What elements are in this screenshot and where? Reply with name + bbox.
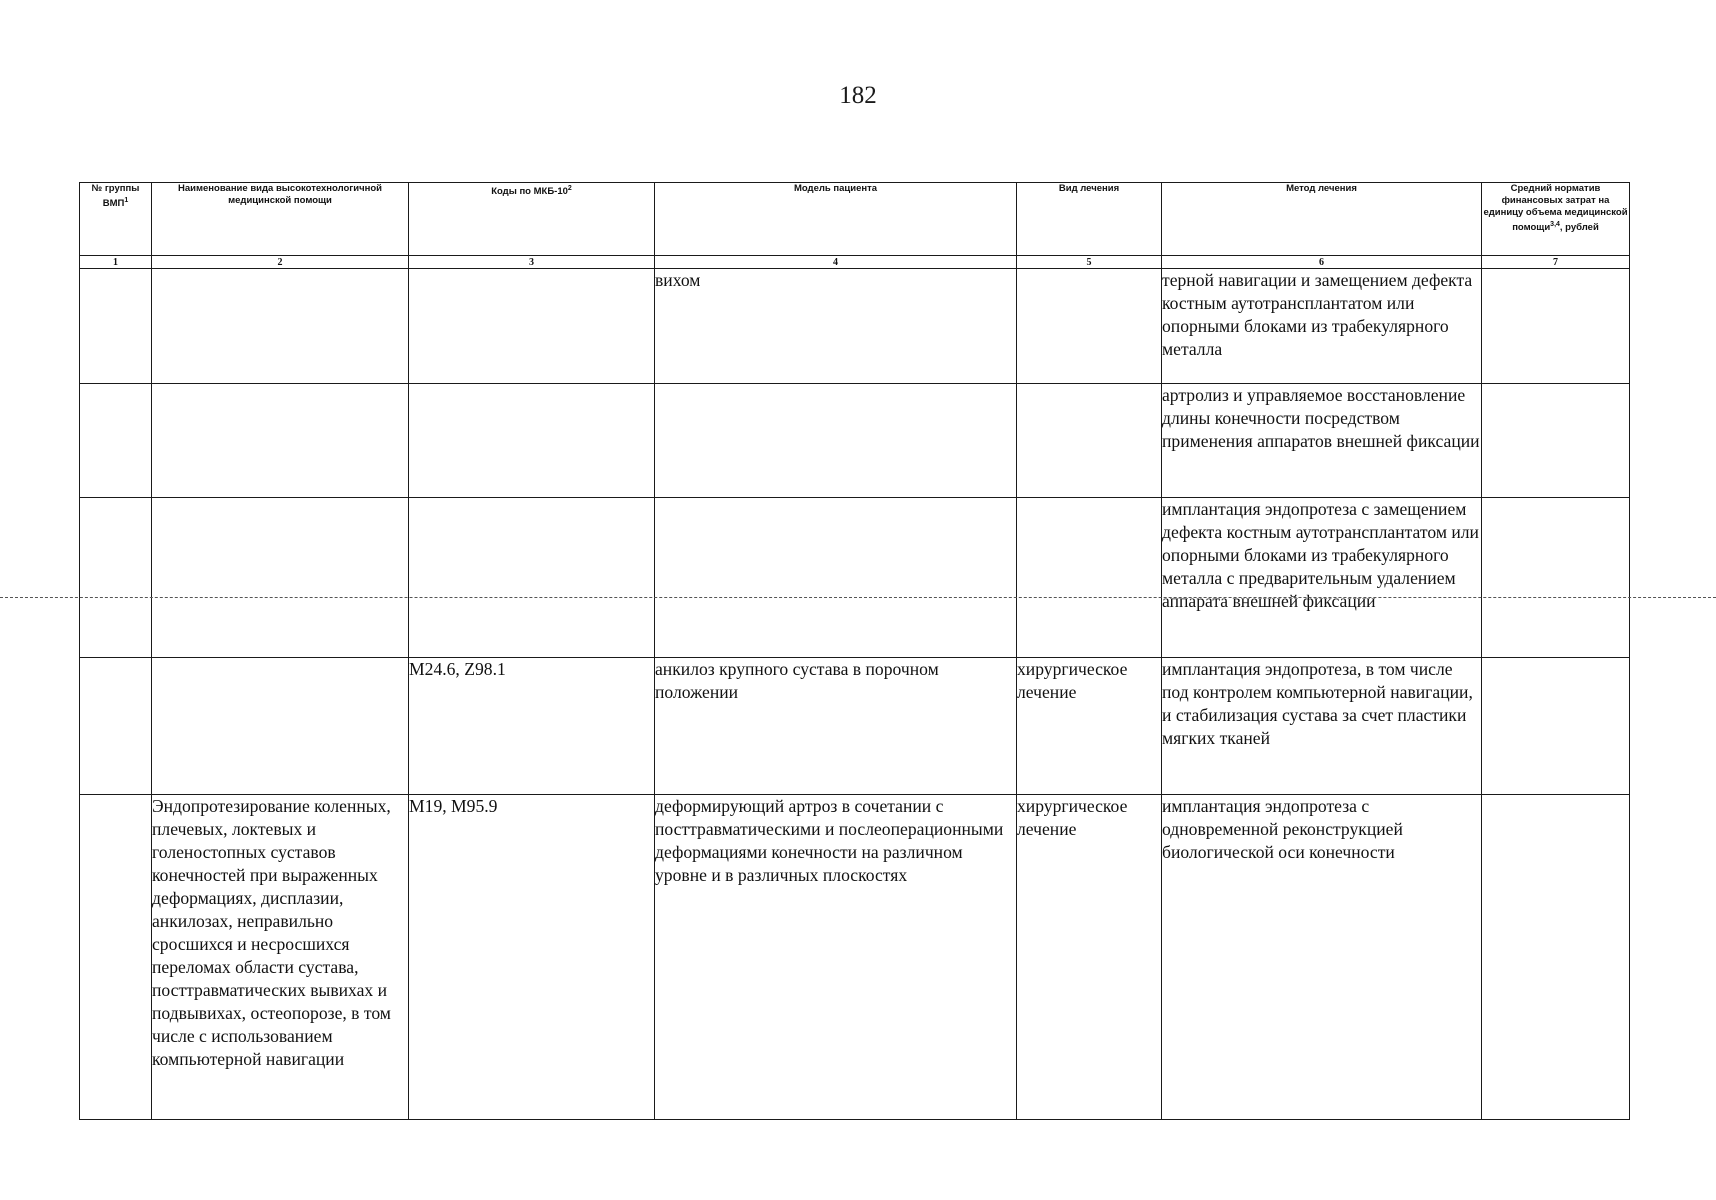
cell-model <box>655 498 1017 658</box>
cell-model: деформирующий артроз в сочетании с посттравматическими и послеоперационными деформациями конечности на различном уровне и в различных плоскостях <box>655 795 1017 1120</box>
column-number: 4 <box>655 256 1017 269</box>
cell-codes <box>409 498 655 658</box>
cell-care-type <box>152 658 409 795</box>
column-number: 7 <box>1482 256 1630 269</box>
scan-fold-line <box>0 597 1716 598</box>
cell-cost <box>1482 269 1630 384</box>
cell-treatment: хирургическое лечение <box>1017 795 1162 1120</box>
cell-codes <box>409 269 655 384</box>
table-row <box>80 269 1630 384</box>
cell-model: вихом <box>655 269 1017 384</box>
header-row <box>80 183 1630 256</box>
column-number: 3 <box>409 256 655 269</box>
column-number: 5 <box>1017 256 1162 269</box>
cell-method: имплантация эндопротеза с одновременной реконструкцией биологической оси конечности <box>1162 795 1482 1120</box>
cell-group <box>80 795 152 1120</box>
cell-treatment <box>1017 498 1162 658</box>
table-row <box>80 795 1630 1120</box>
page-number: 182 <box>839 82 877 109</box>
cell-codes <box>409 384 655 498</box>
cell-group <box>80 384 152 498</box>
header-cost-norm: Средний норматив финансовых затрат на единицу объема медицинской помощи$^{3,4}$, рублей <box>1482 183 1630 256</box>
cell-cost <box>1482 384 1630 498</box>
cell-method: имплантация эндопротеза, в том числе под контролем компьютерной навигации, и стабилизация сустава за счет пластики мягких тканей <box>1162 658 1482 795</box>
cell-cost <box>1482 498 1630 658</box>
cell-codes: M24.6, Z98.1 <box>409 658 655 795</box>
cell-care-type <box>152 498 409 658</box>
header-group-number: № группы ВМП$^1$ <box>80 183 152 256</box>
cell-treatment <box>1017 269 1162 384</box>
cell-cost <box>1482 658 1630 795</box>
cell-model <box>655 384 1017 498</box>
cell-method: артролиз и управляемое восстановление длины конечности посредством применения аппаратов внешней фиксации <box>1162 384 1482 498</box>
procedures-table <box>79 182 1630 1120</box>
header-care-type: Наименование вида высокотехнологичной медицинской помощи <box>152 183 409 256</box>
table-row <box>80 658 1630 795</box>
table-header <box>80 183 1630 269</box>
column-number: 1 <box>80 256 152 269</box>
table-row <box>80 498 1630 658</box>
cell-group <box>80 269 152 384</box>
cell-method: имплантация эндопротеза с замещением дефекта костным аутотрансплантатом или опорными блоками из трабекулярного металла с предварительным удалением аппарата внешней фиксации <box>1162 498 1482 658</box>
table-row <box>80 384 1630 498</box>
cell-treatment: хирургическое лечение <box>1017 658 1162 795</box>
header-treatment-type: Вид лечения <box>1017 183 1162 256</box>
cell-cost <box>1482 795 1630 1120</box>
cell-treatment <box>1017 384 1162 498</box>
cell-care-type <box>152 384 409 498</box>
cell-group <box>80 498 152 658</box>
cell-care-type <box>152 269 409 384</box>
column-number: 2 <box>152 256 409 269</box>
cell-method: терной навигации и замещением дефекта костным аутотрансплантатом или опорными блоками из трабекулярного металла <box>1162 269 1482 384</box>
cell-group <box>80 658 152 795</box>
header-patient-model: Модель пациента <box>655 183 1017 256</box>
header-treatment-method: Метод лечения <box>1162 183 1482 256</box>
cell-care-type: Эндопротезирование коленных, плечевых, локтевых и голеностопных суставов конечностей при выраженных деформациях, дисплазии, анкилозах, неправильно сросшихся и несросшихся переломах области сустава, посттравматических вывихах и подвывихах, остеопорозе, в том числе с использованием компьютерной навигации <box>152 795 409 1120</box>
cell-codes: M19, M95.9 <box>409 795 655 1120</box>
header-icd-codes: Коды по МКБ-$10^2$ <box>409 183 655 256</box>
column-number-row <box>80 256 1630 269</box>
cell-model: анкилоз крупного сустава в порочном положении <box>655 658 1017 795</box>
table-body <box>80 269 1630 1120</box>
column-number: 6 <box>1162 256 1482 269</box>
